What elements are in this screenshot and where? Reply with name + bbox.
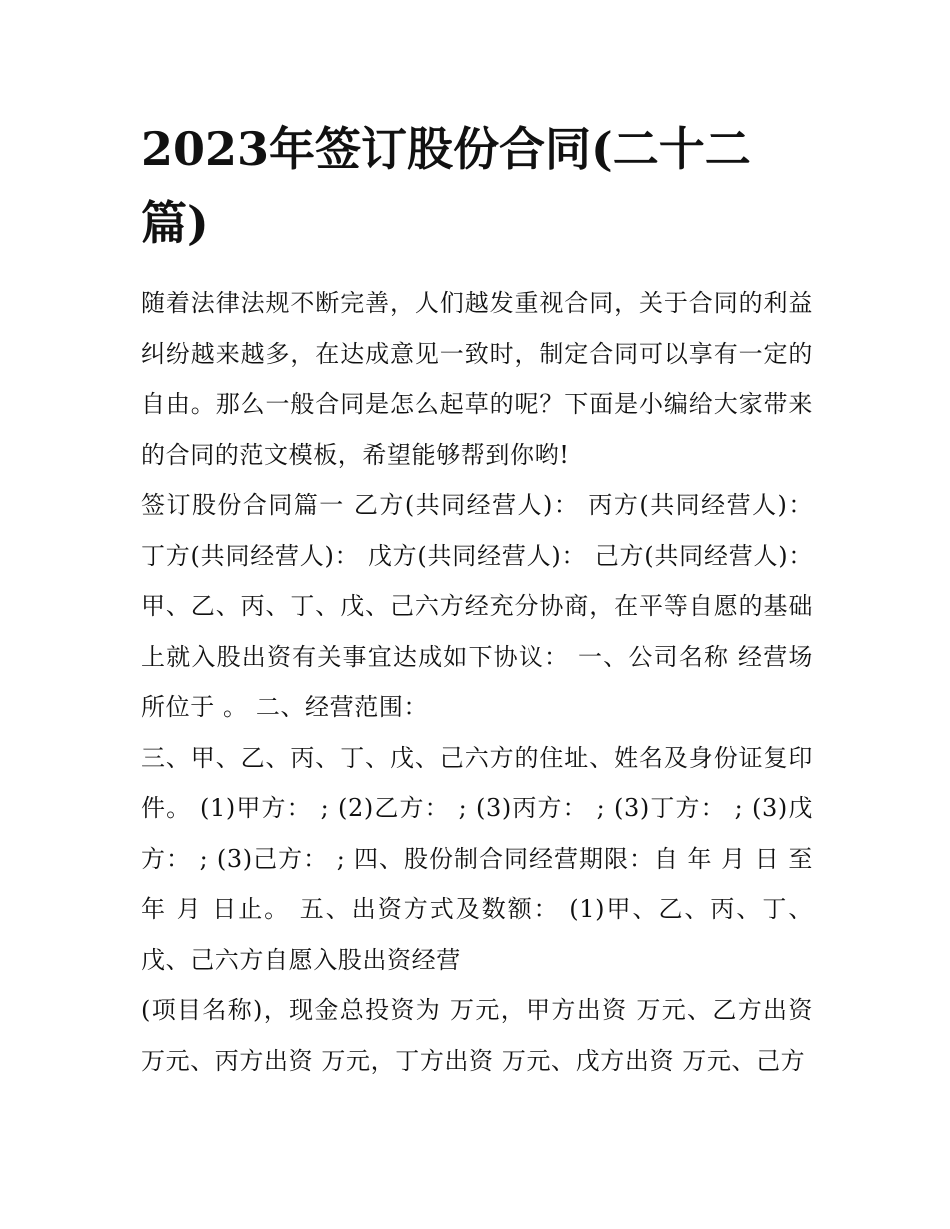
paragraph-investment: (项目名称)，现金总投资为 万元，甲方出资 万元、乙方出资 万元、丙方出资 万元，丁方出资 万元、戊方出资 万元、己方 — [141, 996, 813, 1075]
paragraph-terms: 三、甲、乙、丙、丁、戊、己六方的住址、姓名及身份证复印件。 (1)甲方： ; (2)乙方： ; (3)丙方： ; (3)丁方： ; (3)戊方： ; (3)己方： ; 四、股份制合同经营期限：自 年 月 日 至 年 月 日止。 五、出资方式及数额： (1)甲、乙、丙、丁、戊、己六方自愿入股出资经营 — [141, 743, 813, 974]
paragraph-intro: 随着法律法规不断完善，人们越发重视合同，关于合同的利益纠纷越来越多，在达成意见一致时，制定合同可以享有一定的自由。那么一般合同是怎么起草的呢？下面是小编给大家带来的合同的范文模板，希望能够帮到你哟! — [141, 289, 813, 469]
document-page — [141, 112, 813, 1086]
document-title: 2023年签订股份合同(二十二篇) — [141, 122, 751, 250]
document-body — [141, 278, 813, 1086]
paragraph-parties: 签订股份合同篇一 乙方(共同经营人)： 丙方(共同经营人)： 丁方(共同经营人)： 戊方(共同经营人)： 己方(共同经营人)： 甲、乙、丙、丁、戊、己六方经充分协商，在平等自愿的基础上就入股出资有关事宜达成如下协议： 一、公司名称 经营场所位于 。 二、经营范围： — [141, 491, 813, 721]
